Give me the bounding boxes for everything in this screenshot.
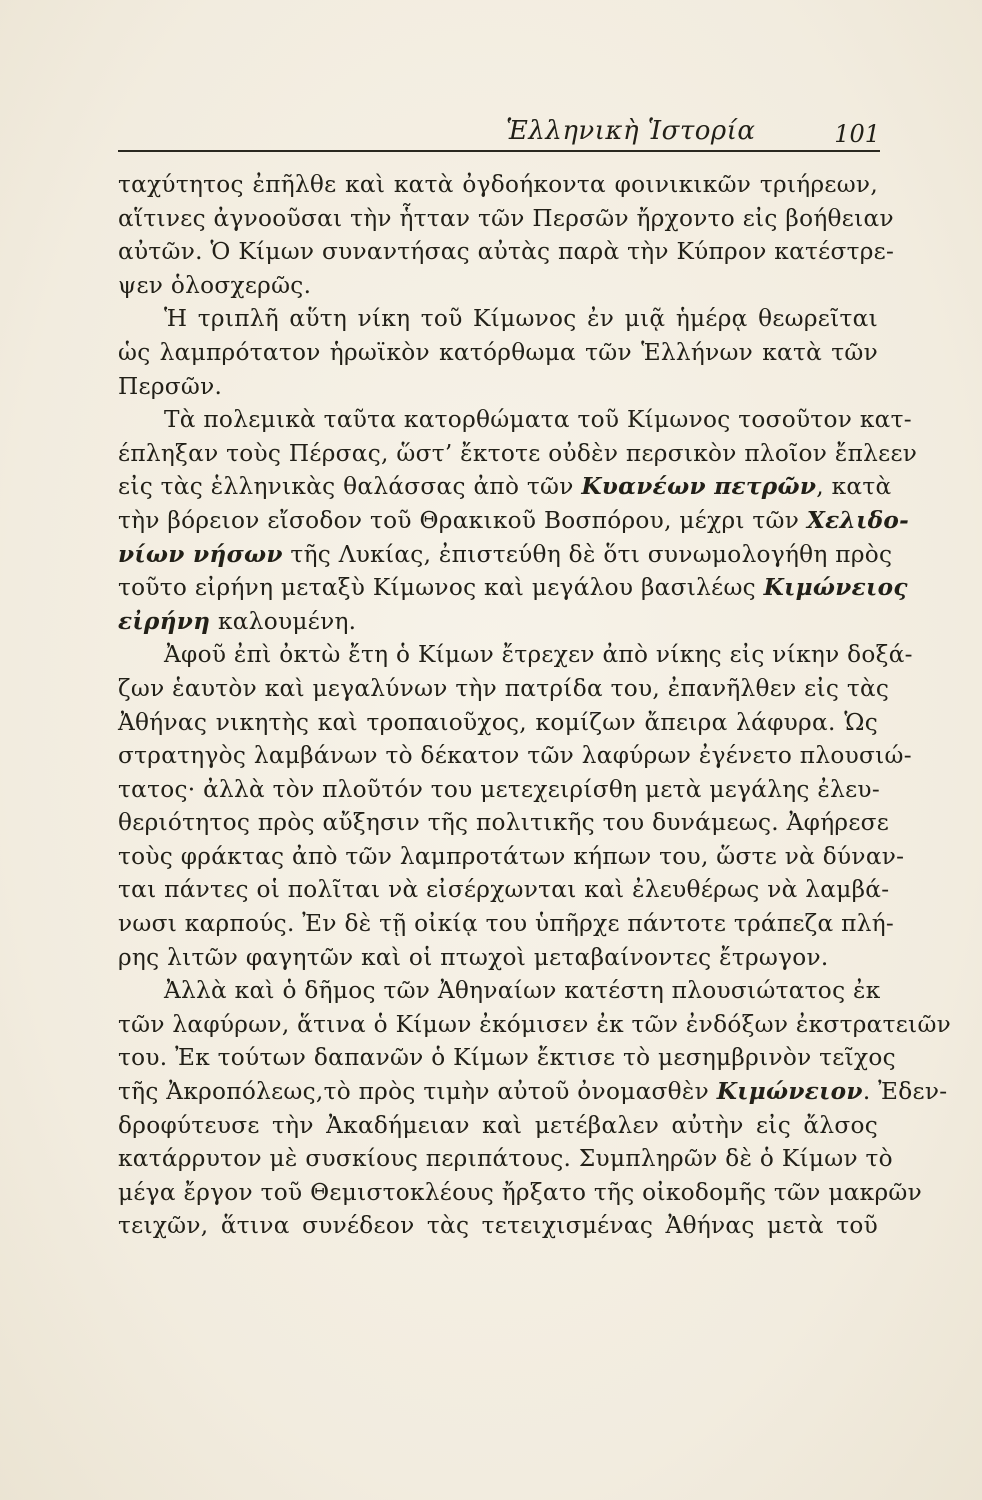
italic-term: Κιμώνειον bbox=[716, 1078, 863, 1106]
text-run: αὐτῶν. Ὁ Κίμων συναντήσας αὐτὰς παρὰ τὴν Κύπρον κατέστρε- bbox=[118, 238, 895, 266]
text-line bbox=[118, 941, 878, 975]
text-run: τοῦτο εἰρήνη μεταξὺ Κίμωνος καὶ μεγάλου βασιλέως bbox=[118, 574, 764, 602]
text-run: στρατηγὸς λαμβάνων τὸ δέκατον τῶν λαφύρων ἐγένετο πλουσιώ- bbox=[118, 742, 912, 770]
text-line bbox=[118, 504, 910, 538]
italic-term: νίων νήσων bbox=[118, 540, 283, 568]
text-line bbox=[118, 605, 878, 639]
text-line bbox=[118, 1041, 896, 1075]
text-line bbox=[118, 470, 892, 504]
text-run: Ἡ τριπλῆ αὕτη νίκη τοῦ Κίμωνος ἐν μιᾷ ἡμέρᾳ θεωρεῖται bbox=[164, 305, 878, 333]
text-line bbox=[118, 974, 881, 1008]
header-rule bbox=[118, 150, 880, 152]
text-line bbox=[118, 571, 908, 605]
text-line bbox=[118, 1142, 893, 1176]
text-line bbox=[118, 739, 912, 773]
text-run: τειχῶν, ἅτινα συνέδεον τὰς τετειχισμένας Ἀθήνας μετὰ τοῦ bbox=[118, 1212, 878, 1240]
text-run: ζων ἑαυτὸν καὶ μεγαλύνων τὴν πατρίδα του, ἐπανῆλθεν εἰς τὰς bbox=[118, 674, 890, 702]
text-line bbox=[118, 706, 878, 740]
italic-term: Κυανέων πετρῶν bbox=[581, 473, 817, 501]
text-run: αἵτινες ἀγνοοῦσαι τὴν ἧτταν τῶν Περσῶν ἤρχοντο εἰς βοήθειαν bbox=[118, 204, 894, 232]
text-line bbox=[118, 907, 895, 941]
text-run: κατάρρυτον μὲ συσκίους περιπάτους. Συμπληρῶν δὲ ὁ Κίμων τὸ bbox=[118, 1145, 893, 1173]
text-run: Τὰ πολεμικὰ ταῦτα κατορθώματα τοῦ Κίμωνος τοσοῦτον κατ- bbox=[164, 406, 912, 434]
text-run: θεριότητος πρὸς αὔξησιν τῆς πολιτικῆς του δυνάμεως. Ἀφήρεσε bbox=[118, 809, 890, 837]
text-run: Περσῶν. bbox=[118, 372, 223, 400]
text-line bbox=[118, 538, 893, 572]
text-run: τὴν βόρειον εἴσοδον τοῦ Θρακικοῦ Βοσπόρου, μέχρι τῶν bbox=[118, 506, 807, 534]
text-line bbox=[118, 806, 890, 840]
text-run: του. Ἐκ τούτων δαπανῶν ὁ Κίμων ἔκτισε τὸ μεσημβρινὸν τεῖχος bbox=[118, 1044, 896, 1072]
text-line bbox=[118, 403, 912, 437]
text-run: τῶν λαφύρων, ἅτινα ὁ Κίμων ἐκόμισεν ἐκ τῶν ἐνδόξων ἐκστρατειῶν bbox=[118, 1010, 952, 1038]
running-title: Ἑλληνικὴ Ἱστορία bbox=[506, 116, 756, 146]
text-line bbox=[118, 370, 878, 404]
text-run: μέγα ἔργον τοῦ Θεμιστοκλέους ἤρξατο τῆς οἰκοδομῆς τῶν μακρῶν bbox=[118, 1178, 922, 1206]
text-line bbox=[118, 1109, 878, 1143]
text-line bbox=[118, 672, 890, 706]
text-run: Ἀθήνας νικητὴς καὶ τροπαιοῦχος, κομίζων ἄπειρα λάφυρα. Ὡς bbox=[118, 708, 878, 736]
text-run: Ἀφοῦ ἐπὶ ὀκτὼ ἔτη ὁ Κίμων ἔτρεχεν ἀπὸ νίκης εἰς νίκην δοξά- bbox=[164, 641, 913, 669]
text-line bbox=[118, 336, 878, 370]
text-run: ψεν ὁλοσχερῶς. bbox=[118, 271, 312, 299]
text-run: εἰς τὰς ἑλληνικὰς θαλάσσας ἀπὸ τῶν bbox=[118, 473, 582, 501]
text-run: , κατὰ bbox=[816, 473, 892, 501]
text-line bbox=[118, 269, 878, 303]
text-line bbox=[118, 1209, 878, 1243]
text-line bbox=[118, 1075, 948, 1109]
text-run: δροφύτευσε τὴν Ἀκαδήμειαν καὶ μετέβαλεν αὐτὴν εἰς ἄλσος bbox=[118, 1111, 878, 1139]
text-line bbox=[118, 202, 894, 236]
italic-term: Χελιδο- bbox=[806, 506, 910, 534]
text-line bbox=[118, 773, 878, 807]
text-run: τῆς Ἀκροπόλεως,τὸ πρὸς τιμὴν αὐτοῦ ὀνομασθὲν bbox=[118, 1078, 717, 1106]
text-run: ται πάντες οἱ πολῖται νὰ εἰσέρχωνται καὶ ἐλευθέρως νὰ λαμβά- bbox=[118, 876, 890, 904]
text-run: . Ἐδεν- bbox=[862, 1078, 948, 1106]
running-header bbox=[118, 112, 880, 152]
text-run: Ἀλλὰ καὶ ὁ δῆμος τῶν Ἀθηναίων κατέστη πλουσιώτατος ἐκ bbox=[164, 977, 881, 1005]
text-line bbox=[118, 638, 913, 672]
text-run: έπληξαν τοὺς Πέρσας, ὥστ’ ἔκτοτε οὐδὲν περσικὸν πλοῖον ἔπλεεν bbox=[118, 439, 918, 467]
text-run: νωσι καρπούς. Ἐν δὲ τῇ οἰκίᾳ του ὑπῆρχε πάντοτε τράπεζα πλή- bbox=[118, 910, 895, 938]
text-run: τατος· ἀλλὰ τὸν πλοῦτόν του μετεχειρίσθη μετὰ μεγάλης ἐλευ- bbox=[118, 775, 880, 803]
text-line bbox=[118, 1008, 952, 1042]
text-run: ταχύτητος ἐπῆλθε καὶ κατὰ ὀγδοήκοντα φοινικικῶν τριήρεων, bbox=[118, 171, 878, 198]
text-line bbox=[118, 235, 895, 269]
text-line bbox=[118, 840, 905, 874]
text-run: τῆς Λυκίας, ἐπιστεύθη δὲ ὅτι συνωμολογήθη πρὸς bbox=[282, 540, 893, 568]
text-line bbox=[118, 437, 918, 471]
text-line bbox=[118, 873, 890, 907]
text-line bbox=[118, 168, 878, 202]
text-run: καλουμένη. bbox=[210, 607, 357, 635]
text-run: τοὺς φράκτας ἀπὸ τῶν λαμπροτάτων κήπων του, ὥστε νὰ δύναν- bbox=[118, 842, 905, 870]
italic-term: Κιμώνειος bbox=[763, 574, 908, 602]
text-run: ὡς λαμπρότατον ἡρωϊκὸν κατόρθωμα τῶν Ἑλλήνων κατὰ τῶν bbox=[118, 338, 878, 366]
page-number: 101 bbox=[834, 120, 880, 148]
body-text bbox=[118, 168, 952, 1243]
text-line bbox=[118, 1176, 922, 1210]
text-run: ρης λιτῶν φαγητῶν καὶ οἱ πτωχοὶ μεταβαίνοντες ἔτρωγον. bbox=[118, 943, 829, 971]
italic-term: εἰρήνη bbox=[118, 607, 211, 635]
text-line bbox=[118, 302, 878, 336]
